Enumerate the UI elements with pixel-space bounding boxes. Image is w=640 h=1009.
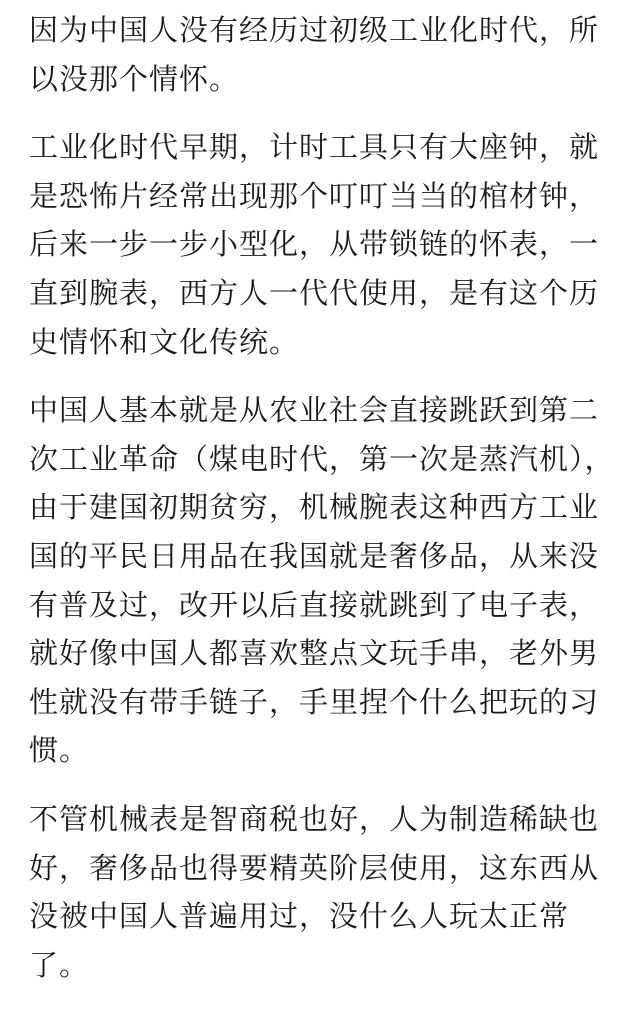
- text-line: 后来一步一步小型化，从带锁链的怀表，一: [29, 227, 600, 262]
- text-line: 工业化时代早期，计时工具只有大座钟，就: [29, 130, 600, 165]
- text-line: 好，奢侈品也得要精英阶层使用，这东西从: [29, 850, 600, 885]
- text-line: 次工业革命（煤电时代，第一次是蒸汽机），: [29, 441, 615, 476]
- text-line: 史情怀和文化传统。: [29, 324, 300, 359]
- paragraph-3: [29, 386, 614, 775]
- paragraph-1: [29, 6, 614, 103]
- article-body: [29, 6, 614, 1009]
- text-line: 因为中国人没有经历过初级工业化时代，所: [29, 13, 600, 47]
- text-line: 性就没有带手链子，手里捏个什么把玩的习: [29, 684, 600, 719]
- text-line: 没被中国人普遍用过，没什么人玩太正常: [29, 899, 570, 934]
- text-line: 直到腕表，西方人一代代使用，是有这个历: [29, 275, 600, 310]
- text-line: 有普及过，改开以后直接就跳到了电子表，: [29, 587, 600, 622]
- text-line: 是恐怖片经常出现那个叮叮当当的棺材钟，: [29, 178, 600, 213]
- text-line: 中国人基本就是从农业社会直接跳跃到第二: [29, 393, 600, 428]
- text-line: 以没那个情怀。: [29, 61, 240, 96]
- paragraph-4: [29, 795, 614, 989]
- text-line: 由于建国初期贫穷，机械腕表这种西方工业: [29, 490, 600, 525]
- text-line: 就好像中国人都喜欢整点文玩手串，老外男: [29, 636, 600, 671]
- text-line: 不管机械表是智商税也好，人为制造稀缺也: [29, 801, 600, 836]
- text-line: 了。: [29, 947, 90, 982]
- paragraph-2: [29, 123, 614, 366]
- text-line: 国的平民日用品在我国就是奢侈品，从来没: [29, 538, 600, 573]
- text-line: 惯。: [29, 733, 90, 768]
